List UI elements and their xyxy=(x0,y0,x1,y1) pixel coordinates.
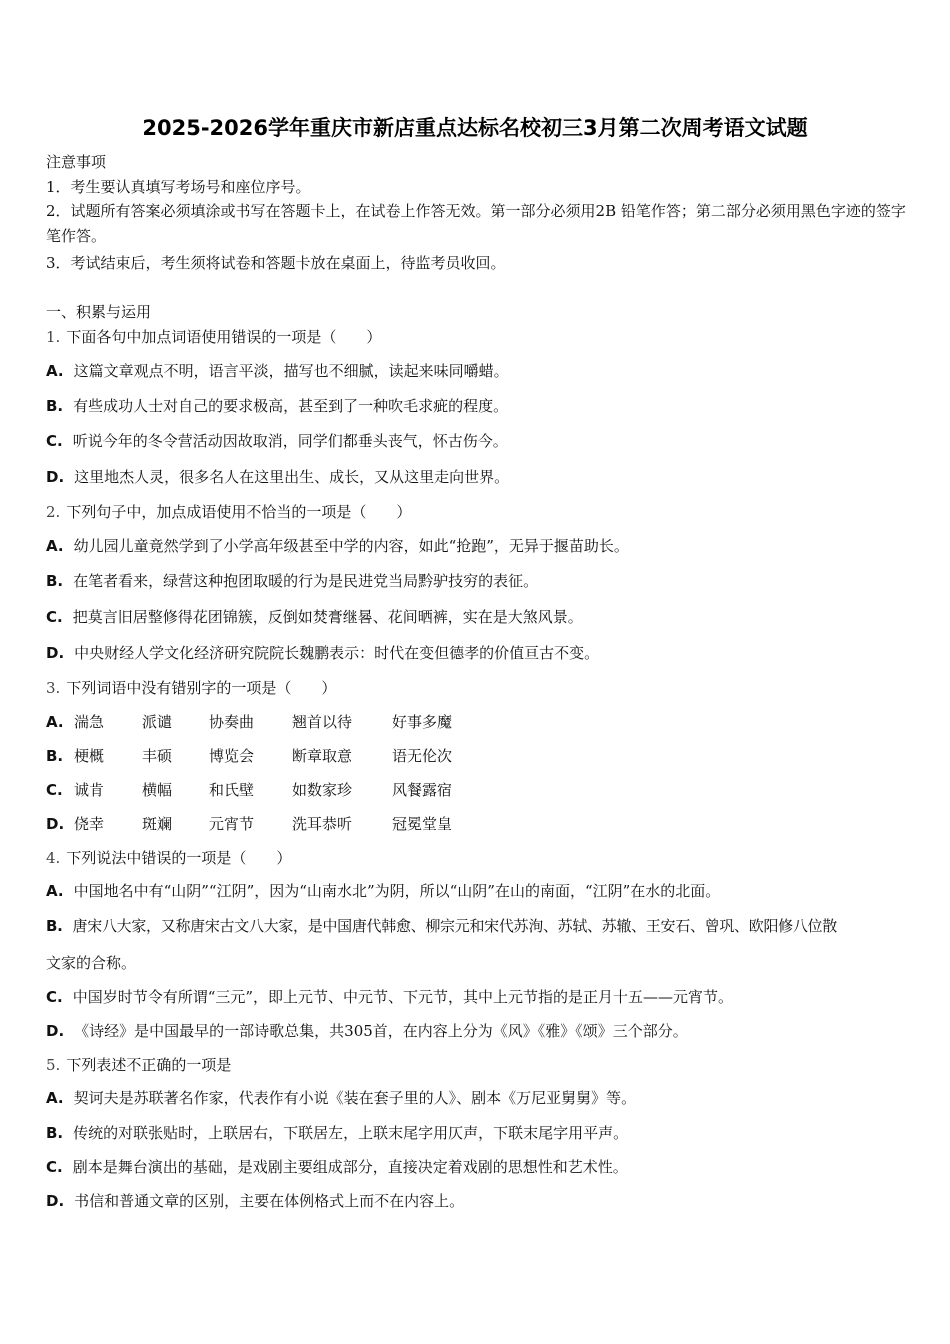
word: 洗耳恭听 xyxy=(292,815,353,833)
question-text: 下列词语中没有错别字的一项是（ ） xyxy=(66,679,337,697)
question-number: 2. xyxy=(46,503,61,521)
option-label: C. xyxy=(46,432,63,450)
word: 元宵节 xyxy=(209,815,255,833)
notice-item: 2．试题所有答案必须填涂或书写在答题卡上，在试卷上作答无效。第一部分必须用2B 铅笔作答；第二部分必须用黑色字迹的签字笔作答。 xyxy=(46,202,906,245)
option-text: 书信和普通文章的区别，主要在体例格式上而不在内容上。 xyxy=(74,1192,465,1210)
option-label: B. xyxy=(46,747,64,765)
word: 风餐露宿 xyxy=(392,781,453,799)
question-number: 1. xyxy=(46,328,61,346)
option xyxy=(46,987,916,1007)
option-text: 这篇文章观点不明，语言平淡，描写也不细腻，读起来味同嚼蜡。 xyxy=(73,362,509,380)
word: 协奏曲 xyxy=(209,713,255,731)
option-label: B. xyxy=(46,917,63,935)
word: 斑斓 xyxy=(142,815,173,833)
option-text: 传统的对联张贴时，上联居右，下联居左，上联末尾字用仄声，下联末尾字用平声。 xyxy=(73,1124,629,1142)
option-text: 《诗经》是中国最早的一部诗歌总集，共305首，在内容上分为《风》《雅》《颂》三个部分。 xyxy=(74,1022,688,1040)
word: 和氏壁 xyxy=(209,781,255,799)
word: 冠冕堂皇 xyxy=(392,815,453,833)
question-number: 5. xyxy=(46,1056,61,1074)
option-label: B. xyxy=(46,572,64,590)
word: 好事多魔 xyxy=(392,713,453,731)
word: 诚肯 xyxy=(74,781,105,799)
option xyxy=(46,571,916,591)
word: 博览会 xyxy=(209,747,255,765)
option xyxy=(46,1021,916,1041)
option-text: 中国地名中有“山阴”“江阴”，因为“山南水北”为阴，所以“山阴”在山的南面，“江阴”在水的北面。 xyxy=(73,882,721,900)
question-text: 下列说法中错误的一项是（ ） xyxy=(66,849,292,867)
question-stem xyxy=(46,678,916,698)
option xyxy=(46,396,916,416)
option-text: 剧本是舞台演出的基础，是戏剧主要组成部分，直接决定着戏剧的思想性和艺术性。 xyxy=(72,1158,628,1176)
section-heading: 一、积累与运用 xyxy=(46,303,152,321)
option-continuation: 文家的合称。 xyxy=(46,954,137,972)
option xyxy=(46,1123,916,1143)
option xyxy=(46,881,916,901)
option-text: 有些成功人士对自己的要求极高，甚至到了一种吹毛求疵的程度。 xyxy=(73,397,509,415)
question-stem xyxy=(46,1055,916,1075)
word: 翘首以待 xyxy=(292,713,353,731)
option-label: C. xyxy=(46,608,63,626)
word: 断章取意 xyxy=(292,747,353,765)
word: 侥幸 xyxy=(74,815,105,833)
question-number: 3. xyxy=(46,679,61,697)
question-number: 4. xyxy=(46,849,61,867)
option xyxy=(46,607,916,627)
option xyxy=(46,361,916,381)
option xyxy=(46,1191,916,1211)
option-text: 中国岁时节令有所谓“三元”，即上元节、中元节、下元节，其中上元节指的是正月十五——元宵节。 xyxy=(72,988,734,1006)
option-label: D. xyxy=(46,1022,65,1040)
option-label: A. xyxy=(46,1089,64,1107)
option xyxy=(46,1088,916,1108)
option-text: 这里地杰人灵，很多名人在这里出生、成长，又从这里走向世界。 xyxy=(74,468,510,486)
option xyxy=(46,916,916,936)
option-label: A. xyxy=(46,362,64,380)
option-label: C. xyxy=(46,1158,63,1176)
option-label: D. xyxy=(46,644,65,662)
option-label: A. xyxy=(46,713,64,731)
word: 语无伦次 xyxy=(392,747,453,765)
option-text: 幼儿园儿童竟然学到了小学高年级甚至中学的内容，如此“抢跑”，无异于揠苗助长。 xyxy=(73,537,629,555)
word: 丰硕 xyxy=(142,747,173,765)
question-stem xyxy=(46,502,916,522)
option xyxy=(46,536,916,556)
notice-item: 3．考试结束后，考生须将试卷和答题卡放在桌面上，待监考员收回。 xyxy=(46,254,506,272)
option-text: 把莫言旧居整修得花团锦簇，反倒如焚膏继晷、花间晒裤，实在是大煞风景。 xyxy=(72,608,583,626)
word: 梗概 xyxy=(74,747,105,765)
option-text: 中央财经人学文化经济研究院院长魏鹏表示：时代在变但德孝的价值亘古不变。 xyxy=(74,644,600,662)
option-label: C. xyxy=(46,781,63,799)
option-label: B. xyxy=(46,1124,64,1142)
option-label: B. xyxy=(46,397,64,415)
option-label: A. xyxy=(46,882,64,900)
page-title: 2025-2026学年重庆市新店重点达标名校初三3月第二次周考语文试题 xyxy=(142,116,808,140)
question-text: 下面各句中加点词语使用错误的一项是（ ） xyxy=(66,328,382,346)
option-text: 听说今年的冬令营活动因故取消，同学们都垂头丧气，怀古伤今。 xyxy=(72,432,508,450)
question-text: 下列句子中，加点成语使用不恰当的一项是（ ） xyxy=(66,503,412,521)
word: 湍急 xyxy=(74,713,105,731)
option-label: D. xyxy=(46,1192,65,1210)
question-stem xyxy=(46,848,916,868)
option-label: A. xyxy=(46,537,64,555)
notice-item: 1．考生要认真填写考场号和座位序号。 xyxy=(46,178,311,196)
option-label: C. xyxy=(46,988,63,1006)
word: 横幅 xyxy=(142,781,173,799)
word: 如数家珍 xyxy=(292,781,353,799)
option xyxy=(46,431,916,451)
option xyxy=(46,1157,916,1177)
option-text: 唐宋八大家，又称唐宋古文八大家，是中国唐代韩愈、柳宗元和宋代苏洵、苏轼、苏辙、王安石、曾巩、欧阳修八位散 xyxy=(72,917,837,935)
option-text: 在笔者看来，绿营这种抱团取暖的行为是民进党当局黔驴技穷的表征。 xyxy=(73,572,539,590)
notice-heading: 注意事项 xyxy=(46,153,107,171)
option-label: D. xyxy=(46,468,65,486)
option xyxy=(46,467,916,487)
option xyxy=(46,643,916,663)
option-text: 契诃夫是苏联著名作家，代表作有小说《装在套子里的人》、剧本《万尼亚舅舅》等。 xyxy=(73,1089,637,1107)
question-text: 下列表述不正确的一项是 xyxy=(66,1056,232,1074)
option-label: D. xyxy=(46,815,65,833)
word: 派谴 xyxy=(142,713,173,731)
question-stem xyxy=(46,327,916,347)
